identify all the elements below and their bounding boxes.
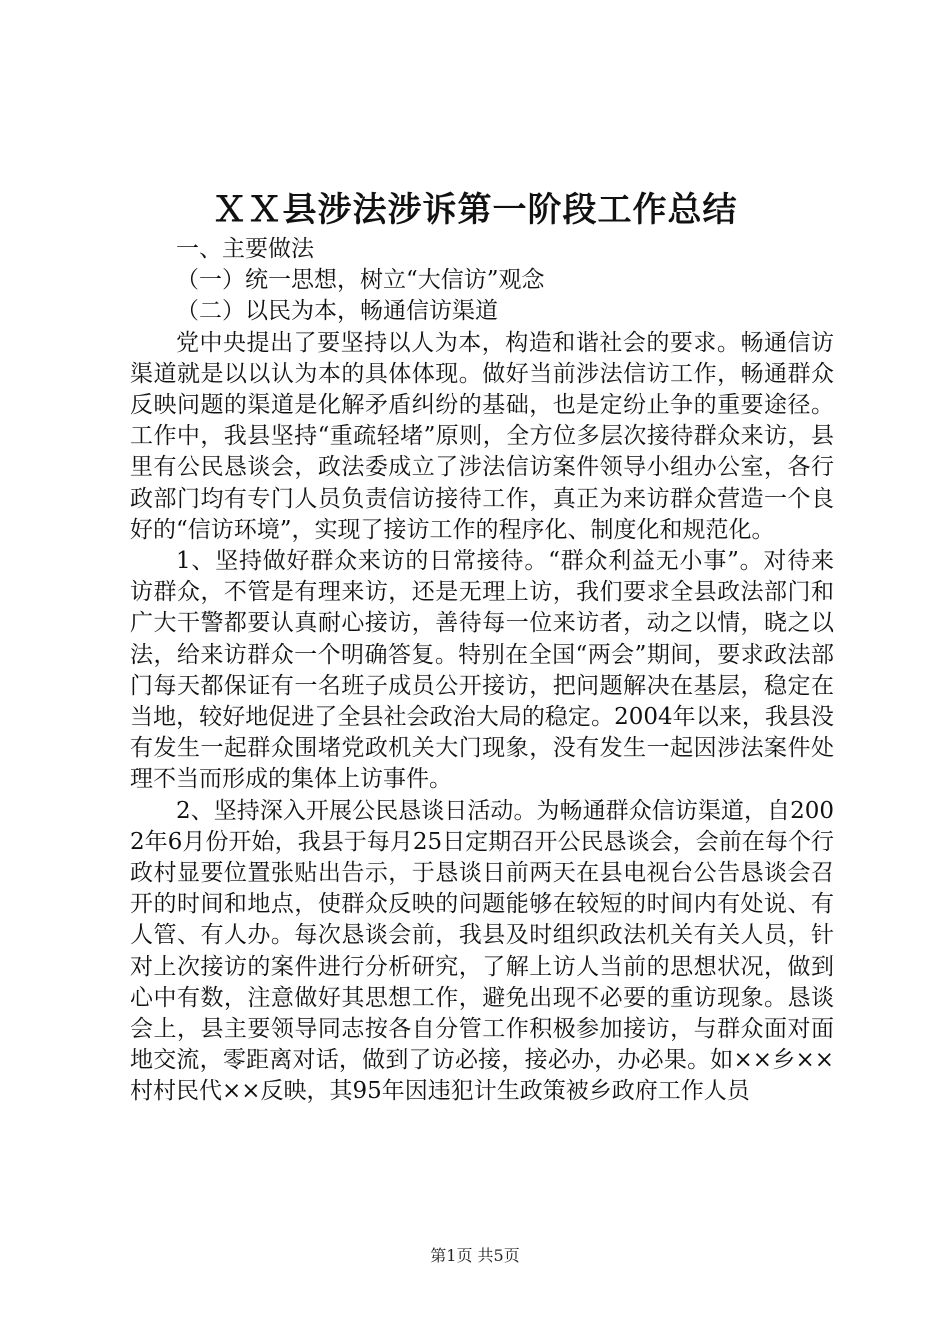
subsection-heading-people-oriented: （二）以民为本，畅通信访渠道 bbox=[176, 298, 498, 325]
section-heading-main-practices: 一、主要做法 bbox=[176, 236, 314, 262]
document-body bbox=[130, 234, 834, 1108]
subsection-heading-unify-thinking: （一）统一思想，树立“大信访”观念 bbox=[176, 267, 545, 294]
body-paragraph-daily-reception: 1、坚持做好群众来访的日常接待。“群众利益无小事”。对待来访群众，不管是有理来访，还是无理上访，我们要求全县政法部门和广大干警都要认真耐心接访，善待每一位来访者，动之以情，晓之以法，给来访群众一个明确答复。特别在全国“两会”期间，要求政法部门每天都保证有一名班子成员公开接访，把问题解决在基层，稳定在当地，较好地促进了全县社会政治大局的稳定。2004年以来，我县没有发生一起群众围堵党政机关大门现象，没有发生一起因涉法案件处理不当而形成的集体上访事件。 bbox=[130, 548, 834, 793]
page-number-footer: 第1页 共5页 bbox=[430, 1246, 520, 1265]
body-paragraph-intro: 党中央提出了要坚持以人为本，构造和谐社会的要求。畅通信访渠道就是以以认为本的具体体现。做好当前涉法信访工作，畅通群众反映问题的渠道是化解矛盾纠纷的基础，也是定纷止争的重要途径。工作中，我县坚持“重疏轻堵”原则，全方位多层次接待群众来访，县里有公民恳谈会，政法委成立了涉法信访案件领导小组办公室，各行政部门均有专门人员负责信访接待工作，真正为来访群众营造一个良好的“信访环境”，实现了接访工作的程序化、制度化和规范化。 bbox=[130, 329, 834, 543]
document-title: ＸＸ县涉法涉诉第一阶段工作总结 bbox=[212, 190, 738, 230]
body-paragraph-citizen-dialogue: 2、坚持深入开展公民恳谈日活动。为畅通群众信访渠道，自2002年6月份开始，我县于每月25日定期召开公民恳谈会，会前在每个行政村显要位置张贴出告示，于恳谈日前两天在县电视台公告恳谈会召开的时间和地点，使群众反映的问题能够在较短的时间内有处说、有人管、有人办。每次恳谈会前，我县及时组织政法机关有关人员，针对上次接访的案件进行分析研究，了解上访人当前的思想状况，做到心中有数，注意做好其思想工作，避免出现不必要的重访现象。恳谈会上，县主要领导同志按各自分管工作积极参加接访，与群众面对面地交流，零距离对话，做到了访必接，接必办，办必果。如××乡××村村民代××反映，其95年因违犯计生政策被乡政府工作人员 bbox=[130, 797, 834, 1105]
